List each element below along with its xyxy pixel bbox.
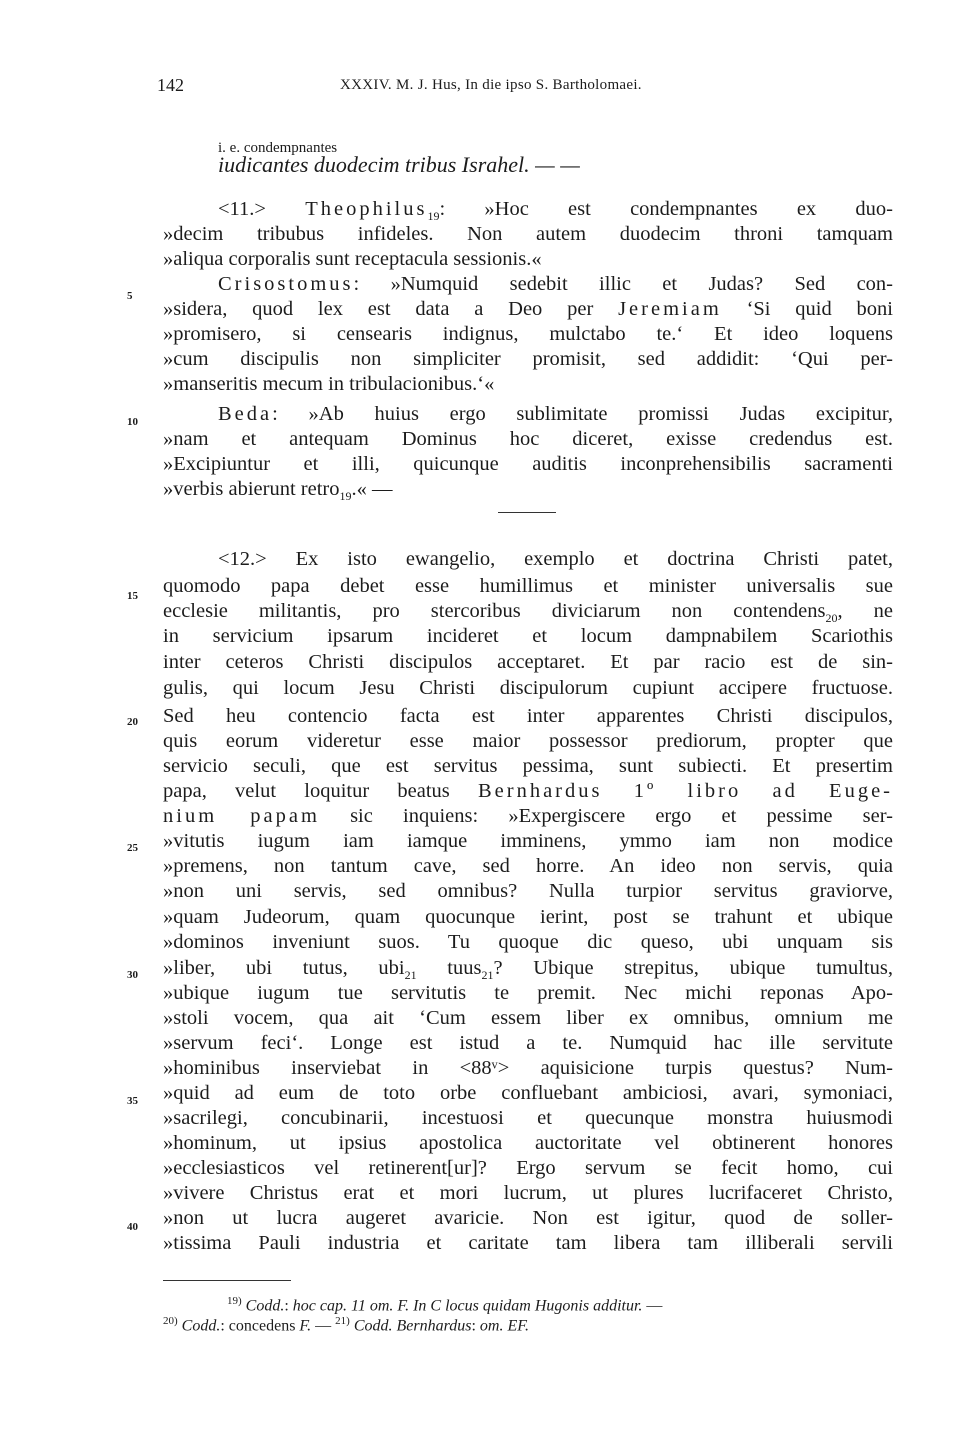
- text-line: gulis, qui locum Jesu Christi discipulorum cupiunt accipere fructuose.: [163, 677, 893, 699]
- text-line: »ecclesiasticos vel retinerent[ur]? Ergo servum se fecit homo, cui: [163, 1157, 893, 1179]
- line-number: 35: [127, 1095, 138, 1107]
- line-number: 5: [127, 290, 133, 302]
- text-line: »quid ad eum de toto orbe confluebant ambiciosi, avari, symoniaci,: [163, 1082, 893, 1104]
- text-line: quomodo papa debet esse humillimus et minister universalis sue: [163, 575, 893, 597]
- text-line: quis eorum videretur esse maior possessor prediorum, propter que: [163, 730, 893, 752]
- text-line: »manseritis mecum in tribulacionibus.‘«: [163, 373, 495, 395]
- text-line: Beda: »Ab huius ergo sublimitate promissi Judas excipitur,: [218, 403, 893, 425]
- text-line: nium papam sic inquiens: »Expergiscere ergo et pessime ser-: [163, 805, 893, 827]
- text-line: »aliqua corporalis sunt receptacula sessionis.«: [163, 248, 542, 270]
- text-line: Crisostomus: »Numquid sedebit illic et Judas? Sed con-: [218, 273, 893, 295]
- text-line: ecclesie militantis, pro stercoribus diviciarum non contendens$_{20}$, ne: [163, 600, 893, 626]
- text-line: Sed heu contencio facta est inter apparentes Christi discipulos,: [163, 705, 893, 727]
- text-line: »cum discipulis non simpliciter promisit, sed addidit: ‘Qui per-: [163, 348, 893, 370]
- text-line: »promisero, si censearis indignus, mulctabo te.‘ Et ideo loquens: [163, 323, 893, 345]
- text-line: »non uni servis, sed omnibus? Nulla turpior servitus graviorve,: [163, 880, 893, 902]
- text-line: papa, velut loquitur beatus Bernhardus 1º libro ad Euge-: [163, 780, 893, 802]
- text-line: »dominos inveniunt suos. Tu quoque dic queso, ubi unquam sis: [163, 931, 893, 953]
- line-number: 40: [127, 1221, 138, 1233]
- page-number: 142: [157, 75, 184, 95]
- text-line: »sidera, quod lex est data a Deo per Jeremiam ‘Si quid boni: [163, 298, 893, 320]
- text-line: <11.> Theophilus$_{19}$: »Hoc est condempnantes ex duo-: [218, 198, 893, 224]
- section-separator: [498, 512, 556, 513]
- footnote-rule: [163, 1280, 291, 1281]
- text-line: <12.> Ex isto ewangelio, exemplo et doctrina Christi patet,: [218, 548, 893, 570]
- text-line: »vitutis iugum iam iamque imminens, ymmo iam non modice: [163, 830, 893, 852]
- text-line: »ubique iugum tue servitutis te premit. Nec michi reponas Apo-: [163, 982, 893, 1004]
- text-line: »Excipiuntur et illi, quicunque auditis inconprehensibilis sacramenti: [163, 453, 893, 475]
- text-line: »servum feci‘. Longe est istud a te. Numquid hac ille servitute: [163, 1032, 893, 1054]
- text-line: »hominum, ut ipsius apostolica auctoritate vel obtinerent honores: [163, 1132, 893, 1154]
- footnote: $^{19)}$ Codd.: hoc cap. 11 om. F. In C locus quidam Hugonis additur. —: [227, 1295, 663, 1315]
- line-number: 30: [127, 969, 138, 981]
- text-line: »liber, ubi tutus, ubi$_{21}$ tuus$_{21}$? Ubique strepitus, ubique tumultus,: [163, 957, 893, 983]
- text-line: »hominibus inserviebat in <88ᵛ> aquisicione turpis questus? Num-: [163, 1057, 893, 1079]
- text-line: servicio seculi, que est servitus pessima, sunt subiecti. Et presertim: [163, 755, 893, 777]
- line-number: 25: [127, 842, 138, 854]
- text-line: »vivere Christus erat et mori lucrum, ut plures lucrifaceret Christo,: [163, 1182, 893, 1204]
- running-header: [0, 75, 960, 99]
- text-line: »quam Judeorum, quam quocunque ierint, post se trahunt et ubique: [163, 906, 893, 928]
- text-line: iudicantes duodecim tribus Israhel. — —: [218, 152, 580, 177]
- text-line: »stoli vocem, qua ait ‘Cum essem liber ex omnibus, omnium me: [163, 1007, 893, 1029]
- line-number: 10: [127, 416, 138, 428]
- text-line: »verbis abierunt retro$_{19}$.« —: [163, 478, 393, 504]
- line-number: 20: [127, 716, 138, 728]
- text-line: »tissima Pauli industria et caritate tam libera tam illiberali servili: [163, 1232, 893, 1254]
- line-number: 15: [127, 590, 138, 602]
- text-line: »sacrilegi, concubinarii, incestuosi et quecunque monstra huiusmodi: [163, 1107, 893, 1129]
- text-line: »non ut lucra augeret avaricie. Non est igitur, quod de soller-: [163, 1207, 893, 1229]
- text-line: in servicium ipsarum incideret et locum dampnabilem Scariothis: [163, 625, 893, 647]
- text-line: »decim tribubus infideles. Non autem duodecim throni tamquam: [163, 223, 893, 245]
- text-line: »premens, non tantum cave, sed horre. An ideo non servis, quia: [163, 855, 893, 877]
- footnote: $^{20)}$ Codd.: concedens F. — $^{21)}$ Codd. Bernhardus: om. EF.: [163, 1315, 529, 1335]
- text-line: inter ceteros Christi discipulos acceptaret. Et par racio est de sin-: [163, 651, 893, 673]
- text-line: »nam et antequam Dominus hoc diceret, exisse credendus est.: [163, 428, 893, 450]
- running-title: XXXIV. M. J. Hus, In die ipso S. Bartholomaei.: [340, 77, 642, 93]
- interlinear-gloss: i. e. condempnantes: [218, 140, 338, 156]
